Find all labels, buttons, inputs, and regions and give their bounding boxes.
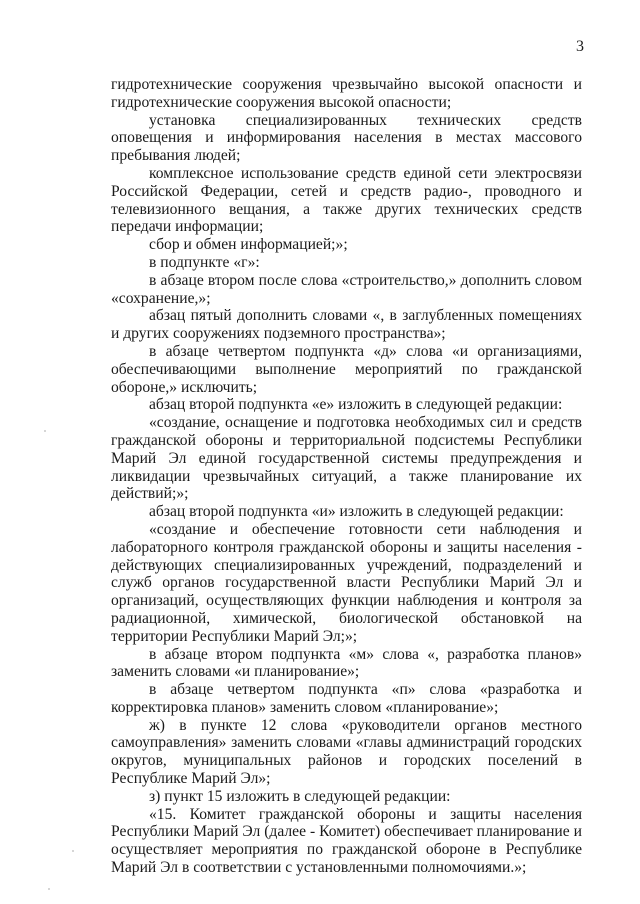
paragraph: в абзаце четвертом подпункта «д» слова «и организациями, обеспечивающими выполнение мероприятий по гражданской обороне,» исключить; xyxy=(111,342,582,396)
scan-speck xyxy=(72,850,74,852)
paragraph: установка специализированных технических средств оповещения и информирования населения в местах массового пребывания людей; xyxy=(111,111,582,165)
paragraph: гидротехнические сооружения чрезвычайно высокой опасности и гидротехнические сооружения высокой опасности; xyxy=(111,76,582,111)
scan-speck xyxy=(44,430,46,432)
paragraph: в абзаце втором подпункта «м» слова «, разработка планов» заменить словами «и планирование»; xyxy=(111,645,582,681)
paragraph: комплексное использование средств единой сети электросвязи Российской Федерации, сетей и средств радио-, проводного и телевизионного вещания, а также других технических средств передачи информации; xyxy=(111,164,582,236)
paragraph: абзац второй подпункта «е» изложить в следующей редакции: xyxy=(149,396,563,414)
paragraph: ж) в пункте 12 слова «руководители органов местного самоуправления» заменить словами «главы администраций городских округов, муниципальных районов и городских поселений в Республике Марий Эл»; xyxy=(111,716,582,788)
paragraph: «создание и обеспечение готовности сети наблюдения и лабораторного контроля гражданской обороны и защиты населения - действующих специализированных учреждений, подразделений и служб органов государственной власти Республики Марий Эл и организаций, осуществляющих функции наблюдения и контроля за радиационной, химической, биологической обстановкой на территории Республики Марий Эл;»; xyxy=(111,520,582,645)
paragraph: «15. Комитет гражданской обороны и защиты населения Республики Марий Эл (далее - Комитет) обеспечивает планирование и осуществляет мероприятия по гражданской обороне в Республике Марий Эл в соответствии с установленными полномочиями.»; xyxy=(111,805,582,877)
paragraph: абзац пятый дополнить словами «, в заглубленных помещениях и других сооружениях подземного пространства»; xyxy=(111,307,582,343)
paragraph: сбор и обмен информацией;»; xyxy=(149,236,348,254)
paragraph: «создание, оснащение и подготовка необходимых сил и средств гражданской обороны и территориальной подсистемы Республики Марий Эл единой государственной системы предупреждения и ликвидации чрезвычайных ситуаций, а также планирование их действий;»; xyxy=(111,414,582,503)
paragraph: в абзаце втором после слова «строительство,» дополнить словом «сохранение,»; xyxy=(111,271,582,307)
paragraph: в абзаце четвертом подпункта «п» слова «разработка и корректировка планов» заменить словом «планирование»; xyxy=(111,681,582,716)
paragraph: з) пункт 15 изложить в следующей редакции: xyxy=(149,787,451,805)
page-number: 3 xyxy=(576,38,584,55)
paragraph: в подпункте «г»: xyxy=(149,253,260,271)
document-body xyxy=(111,76,582,877)
paragraph: абзац второй подпункта «и» изложить в следующей редакции: xyxy=(149,503,564,521)
scan-speck xyxy=(48,888,50,890)
